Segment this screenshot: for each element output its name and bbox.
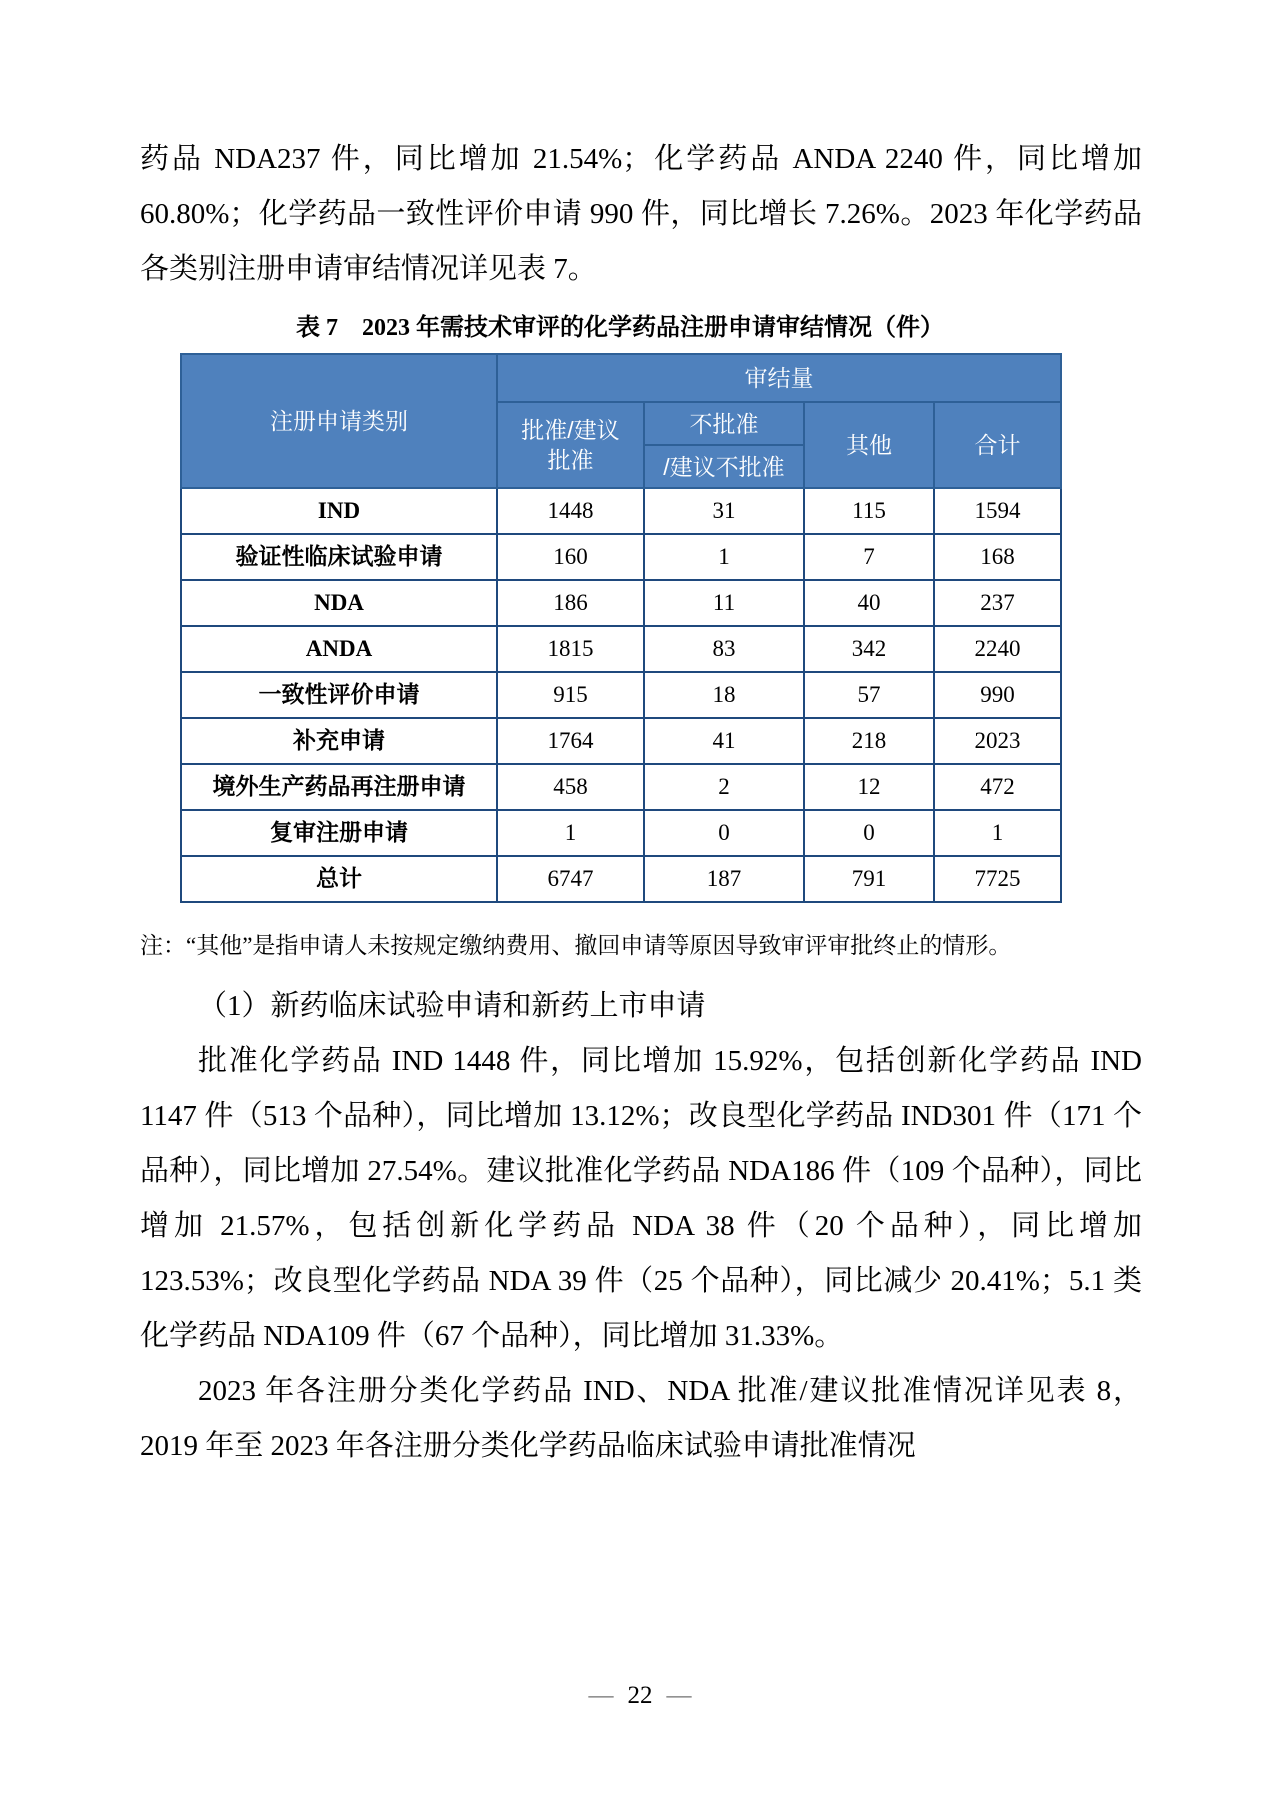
total-cell: 168: [934, 534, 1061, 580]
table-row: [181, 810, 1061, 856]
not-approved-cell: 18: [644, 672, 804, 718]
not-approved-cell: 83: [644, 626, 804, 672]
body-paragraph-2: 2023 年各注册分类化学药品 IND、NDA 批准/建议批准情况详见表 8，2019 年至 2023 年各注册分类化学药品临床试验申请批准情况: [140, 1375, 1142, 1462]
category-cell: 境外生产药品再注册申请: [181, 764, 497, 810]
intro-paragraph: 药品 NDA237 件，同比增加 21.54%；化学药品 ANDA 2240 件，同比增加 60.80%；化学药品一致性评价申请 990 件，同比增长 7.26%。2023 年化学药品各类别注册申请审结情况详见表 7。: [140, 143, 1142, 285]
table-row-total: [181, 856, 1061, 902]
other-cell: 791: [804, 856, 934, 902]
other-cell: 342: [804, 626, 934, 672]
approved-cell: 1764: [497, 718, 644, 764]
other-cell: 218: [804, 718, 934, 764]
header-category: 注册申请类别: [181, 354, 497, 488]
header-review-volume: 审结量: [497, 354, 1061, 402]
approved-cell: 458: [497, 764, 644, 810]
other-cell: 40: [804, 580, 934, 626]
other-cell: 12: [804, 764, 934, 810]
page-footer: [0, 1678, 1280, 1714]
page-number: 22: [627, 1682, 653, 1709]
header-not-approved-bottom: /建议不批准: [644, 445, 804, 488]
other-cell: 57: [804, 672, 934, 718]
not-approved-cell: 31: [644, 488, 804, 534]
approved-cell: 1448: [497, 488, 644, 534]
table-row: [181, 718, 1061, 764]
category-cell: ANDA: [181, 626, 497, 672]
approved-cell: 160: [497, 534, 644, 580]
not-approved-cell: 187: [644, 856, 804, 902]
header-approved: [497, 402, 644, 488]
category-cell: 验证性临床试验申请: [181, 534, 497, 580]
other-cell: 7: [804, 534, 934, 580]
not-approved-cell: 41: [644, 718, 804, 764]
approved-cell: 1: [497, 810, 644, 856]
table-row: [181, 626, 1061, 672]
total-cell: 2240: [934, 626, 1061, 672]
header-approved-line2: 批准: [547, 447, 594, 473]
registration-review-table: [180, 353, 1062, 903]
header-row-group: [181, 354, 1061, 402]
table-row: [181, 534, 1061, 580]
total-cell: 472: [934, 764, 1061, 810]
approved-cell: 915: [497, 672, 644, 718]
header-not-approved-top: 不批准: [644, 402, 804, 445]
header-approved-line1: 批准/建议: [521, 417, 620, 443]
header-other: 其他: [804, 402, 934, 488]
other-cell: 115: [804, 488, 934, 534]
footer-dash-left: —: [588, 1682, 614, 1709]
section-heading: （1）新药临床试验申请和新药上市申请: [198, 990, 706, 1022]
category-cell: 复审注册申请: [181, 810, 497, 856]
not-approved-cell: 1: [644, 534, 804, 580]
footer-dash-right: —: [666, 1682, 692, 1709]
approved-cell: 1815: [497, 626, 644, 672]
category-cell: NDA: [181, 580, 497, 626]
total-cell: 7725: [934, 856, 1061, 902]
category-cell: 总计: [181, 856, 497, 902]
not-approved-cell: 2: [644, 764, 804, 810]
total-cell: 990: [934, 672, 1061, 718]
table-row: [181, 672, 1061, 718]
approved-cell: 6747: [497, 856, 644, 902]
not-approved-cell: 11: [644, 580, 804, 626]
table-caption: 表 7 2023 年需技术审评的化学药品注册申请审结情况（件）: [296, 315, 944, 341]
header-total: 合计: [934, 402, 1061, 488]
table-note: 注：“其他”是指申请人未按规定缴纳费用、撤回申请等原因导致审评审批终止的情形。: [140, 933, 1012, 958]
category-cell: 补充申请: [181, 718, 497, 764]
category-cell: IND: [181, 488, 497, 534]
total-cell: 237: [934, 580, 1061, 626]
total-cell: 1594: [934, 488, 1061, 534]
category-cell: 一致性评价申请: [181, 672, 497, 718]
table-row: [181, 580, 1061, 626]
approved-cell: 186: [497, 580, 644, 626]
body-paragraph-1: 批准化学药品 IND 1448 件，同比增加 15.92%，包括创新化学药品 IND 1147 件（513 个品种），同比增加 13.12%；改良型化学药品 IND301 件（171 个品种），同比增加 27.54%。建议批准化学药品 NDA186 件（109 个品种），同比增加 21.57%，包括创新化学药品 NDA 38 件（20 个品种），同比增加 123.53%；改良型化学药品 NDA 39 件（25 个品种），同比减少 20.41%；5.1 类化学药品 NDA109 件（67 个品种），同比增加 31.33%。: [140, 1045, 1142, 1352]
table-row: [181, 764, 1061, 810]
total-cell: 1: [934, 810, 1061, 856]
not-approved-cell: 0: [644, 810, 804, 856]
table-row: [181, 488, 1061, 534]
other-cell: 0: [804, 810, 934, 856]
total-cell: 2023: [934, 718, 1061, 764]
